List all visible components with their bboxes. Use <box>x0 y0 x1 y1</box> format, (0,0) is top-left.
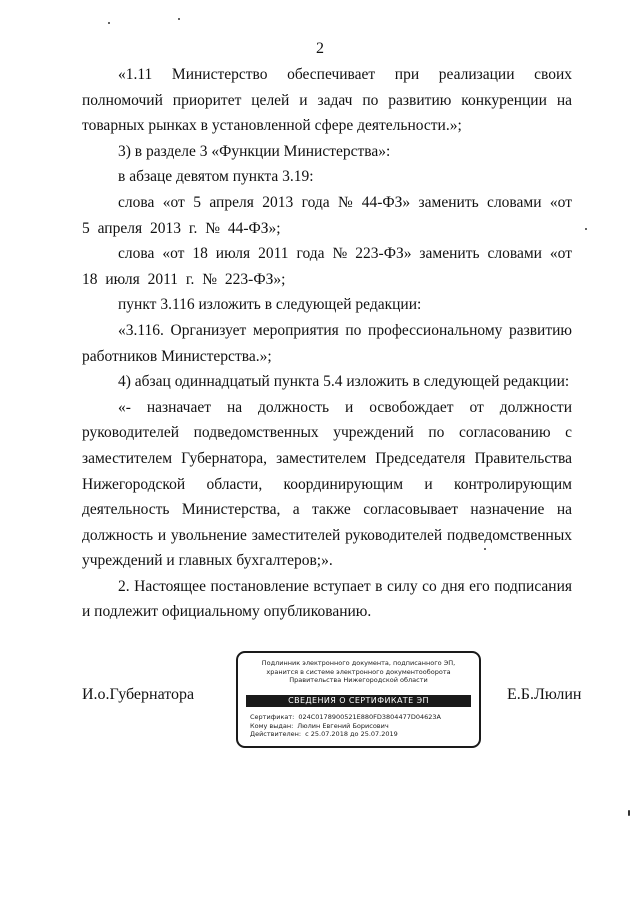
valid-label: Действителен: <box>250 730 302 738</box>
paragraph-section-4: 4) абзац одиннадцатый пункта 5.4 изложить в следующей редакции: <box>118 373 570 391</box>
stamp-issued-to-row <box>250 722 471 731</box>
paragraph-entry-into-force: 2. Настоящее постановление вступает в силу со дня его подписания и подлежит официальному опубликованию. <box>82 577 572 621</box>
issued-to-label: Кому выдан: <box>250 721 294 730</box>
issued-to-value: Люлин Евгений Борисович <box>297 721 389 730</box>
paragraph-223-fz-replacement: слова «от 18 июля 2011 года № 223-ФЗ» заменить словами «от 18 июля 2011 г. № 223-ФЗ»; <box>82 245 572 288</box>
stamp-certificate-row <box>250 713 471 722</box>
electronic-signature-stamp <box>236 651 481 748</box>
certificate-label: Сертификат: <box>250 713 295 721</box>
paragraph-3-116-text: «3.116. Организует мероприятия по профессиональному развитию работников Министерства.»; <box>82 321 572 365</box>
certificate-value: 024C0178900521E880FD3804477D04623A <box>298 713 441 721</box>
stamp-notice: Подлинник электронного документа, подписанного ЭП, хранится в системе электронного документооборота Правительства Нижегородской области <box>261 659 456 684</box>
scan-speck <box>585 228 587 230</box>
stamp-title: СВЕДЕНИЯ О СЕРТИФИКАТЕ ЭП <box>246 695 471 707</box>
scan-speck <box>178 18 180 20</box>
paragraph-5-4-text: «- назначает на должность и освобождает от должности руководителей подведомственных учреждений по согласованию с заместителем Губернатора, заместителем Председателя Правительства Нижегородской области, координирующим и контролирующим деятельность Министерства, а также согласовывает назначение на должность и увольнение заместителей руководителей подведомственных учреждений и главных бухгалтеров;». <box>82 398 572 570</box>
signatory-position: И.о.Губернатора <box>82 686 195 703</box>
scan-speck <box>108 22 110 24</box>
paragraph-section-3: 3) в разделе 3 «Функции Министерства»: <box>118 142 391 160</box>
stamp-valid-row <box>250 730 471 739</box>
valid-value: с 25.07.2018 до 25.07.2019 <box>305 730 398 738</box>
paragraph-3-19-intro: в абзаце девятом пункта 3.19: <box>118 168 314 186</box>
stamp-details <box>250 713 471 739</box>
document-body <box>82 62 572 625</box>
signatory-name: Е.Б.Люлин <box>507 686 582 703</box>
paragraph-1-11-clause: «1.11 Министерство обеспечивает при реализации своих полномочий приоритет целей и задач по развитию конкуренции на товарных рынках в установленной сфере деятельности.»; <box>82 66 572 135</box>
scan-speck <box>628 810 630 816</box>
page-number: 2 <box>316 40 324 57</box>
scan-speck <box>484 548 486 550</box>
paragraph-44-fz-replacement: слова «от 5 апреля 2013 года № 44-ФЗ» заменить словами «от 5 апреля 2013 г. № 44-ФЗ»; <box>82 193 572 237</box>
paragraph-3-116-intro: пункт 3.116 изложить в следующей редакции: <box>118 296 422 314</box>
